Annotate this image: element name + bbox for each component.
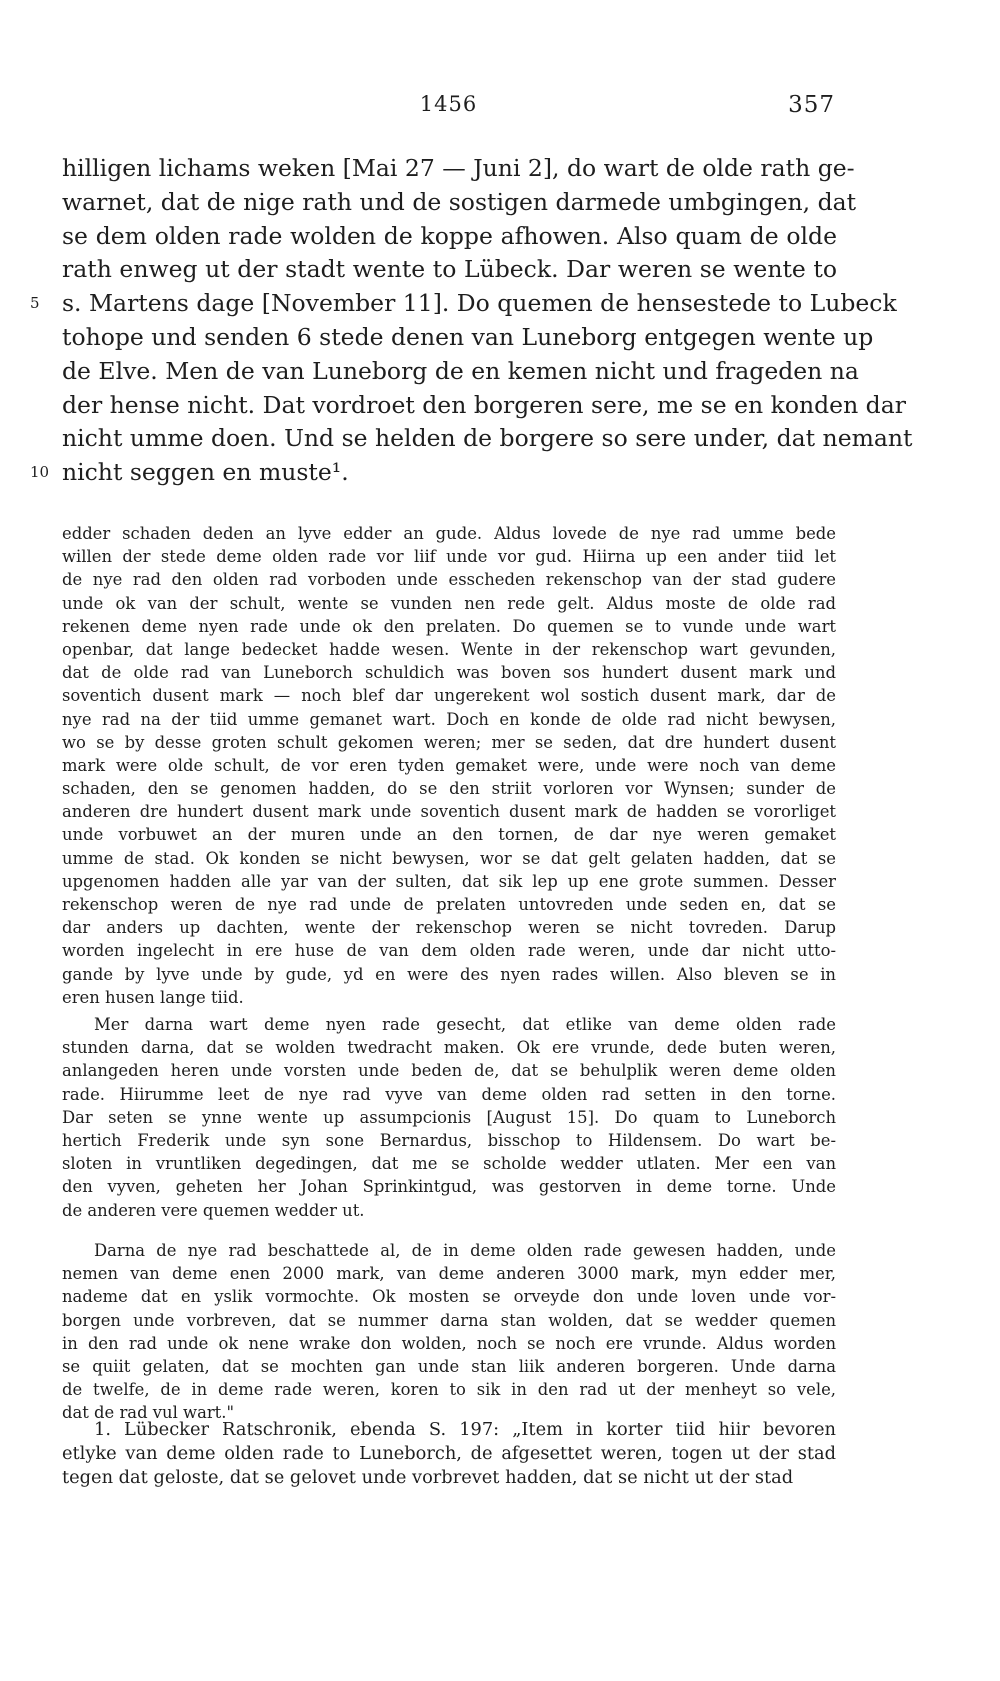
text-line [62, 220, 837, 254]
footnote-line: edder schaden deden an lyve edder an gude. Aldus lovede de nye rad umme bede [62, 524, 836, 543]
line-text: tohope und senden 6 stede denen van Luneborg entgegen wente up [62, 322, 874, 351]
line-number: 5 [30, 294, 40, 313]
footnote-continuation [62, 522, 836, 1009]
main-text [30, 152, 913, 490]
line-text: se dem olden rade wolden de koppe afhowen. Also quam de olde [62, 221, 837, 250]
footnote-line: borgen unde vorbreven, dat se nummer darna stan wolden, dat se wedder quemen [62, 1310, 836, 1330]
footnote-line: Darna de nye rad beschattede al, de in deme olden rade gewesen hadden, unde [94, 1241, 836, 1260]
footnote-line: anderen dre hundert dusent mark unde soventich dusent mark de hadden se vororliget [62, 802, 836, 822]
footnote-line: de nye rad den olden rad vorboden unde esscheden rekenschop van der stad gudere [62, 570, 836, 590]
footnote-line: den vyven, geheten her Johan Sprinkintgud, was gestorven in deme torne. Unde [62, 1177, 836, 1197]
footnote-line: dar anders up dachten, wente der rekenschop weren se nicht tovreden. Darup [62, 918, 836, 938]
footnote-line: hertich Frederik unde syn sone Bernardus, bisschop to Hildensem. Do wart be- [62, 1130, 836, 1150]
text-line [62, 152, 855, 186]
line-text: der hense nicht. Dat vordroet den borgeren sere, me se en konden dar [62, 390, 906, 419]
text-line [30, 456, 837, 490]
footnote-line: nye rad na der tiid umme gemanet wart. Doch en konde de olde rad nicht bewysen, [62, 709, 836, 729]
footnote-paragraph [62, 1239, 836, 1425]
footnote-line: worden ingelecht in ere huse de van dem olden rade weren, unde dar nicht utto- [62, 941, 836, 961]
line-text: rath enweg ut der stadt wente to Lübeck. Dar weren se wente to [62, 255, 837, 284]
footnote-line: rekenen deme nyen rade unde ok den prelaten. Do quemen se to vunde unde wart [62, 616, 836, 636]
footnote-line: unde vorbuwet an der muren unde an den tornen, de dar nye weren gemaket [62, 825, 836, 845]
footnote-line: willen der stede deme olden rade vor liif unde vor gud. Hiirna up een ander tiid let [62, 547, 836, 567]
footnote-line: stunden darna, dat se wolden twedracht maken. Ok ere vrunde, dede buten weren, [62, 1038, 836, 1058]
footnote-line: Dar seten se ynne wente up assumpcionis [August 15]. Do quam to Luneborch [62, 1107, 836, 1127]
line-number: 10 [30, 463, 50, 482]
footnote-line: etlyke van deme olden rade to Luneborch, de afgesettet weren, togen ut der stad [62, 1442, 836, 1464]
footnote-line: soventich dusent mark — noch blef dar ungerekent wol sostich dusent mark, dar de [62, 686, 836, 706]
footnote-line: rekenschop weren de nye rad unde de prelaten untovreden unde seden en, dat se [62, 895, 836, 914]
text-line [62, 355, 859, 389]
footnote-line: eren husen lange tiid. [62, 987, 244, 1007]
text-line [30, 287, 897, 321]
line-text: warnet, dat de nige rath und de sostigen darmede umbgingen, dat [62, 187, 857, 216]
footnote-line: umme de stad. Ok konden se nicht bewysen, wor se dat gelt gelaten hadden, dat se [62, 848, 836, 868]
footnote-line: dat de olde rad van Luneborch schuldich was boven sos hundert dusent mark und [62, 663, 836, 683]
footnote-line: nademe dat en yslik vormochte. Ok mosten se orveyde don unde loven unde vor- [62, 1287, 836, 1307]
text-line [62, 422, 913, 456]
footnote-line: gande by lyve unde by gude, yd en were des nyen rades willen. Also bleven se in [62, 964, 836, 984]
footnote-line: in den rad unde ok nene wrake don wolden, noch se noch ere vrunde. Aldus worden [62, 1333, 836, 1353]
line-text: de Elve. Men de van Luneborg de en kemen nicht und frageden na [62, 356, 859, 385]
footnote-line: anlangeden heren unde vorsten unde beden de, dat se behulplik weren deme olden [62, 1061, 836, 1081]
footnote-line: mark were olde schult, de vor eren tyden gemaket were, unde were noch van deme [62, 755, 836, 775]
footnote-paragraph [62, 1013, 836, 1222]
footnote-line: schaden, den se genomen hadden, do se den striit vorloren vor Wynsen; sunder de [62, 779, 836, 799]
line-text: hilligen lichams weken [Mai 27 — Juni 2], do wart de olde rath ge- [62, 154, 855, 182]
line-text: s. Martens dage [November 11]. Do quemen de hensestede to Lubeck [62, 289, 897, 318]
footnote-1 [62, 1418, 836, 1489]
footnote-line: nemen van deme enen 2000 mark, van deme anderen 3000 mark, myn edder mer, [62, 1264, 836, 1284]
footnote-line: unde ok van der schult, wente se vunden nen rede gelt. Aldus moste de olde rad [62, 593, 836, 613]
text-line [62, 389, 906, 423]
footnote-line: de twelfe, de in deme rade weren, koren to sik in den rad ut der menheyt so vele, [62, 1380, 836, 1400]
footnote-line: de anderen vere quemen wedder ut. [62, 1200, 365, 1220]
footnote-line: upgenomen hadden alle yar van der sulten, dat sik lep up ene grote summen. Desser [62, 871, 836, 891]
page-number: 357 [788, 92, 835, 118]
footnote-line: wo se by desse groten schult gekomen weren; mer se seden, dat dre hundert dusent [62, 732, 836, 752]
footnote-line: Mer darna wart deme nyen rade gesecht, dat etlike van deme olden rade [94, 1015, 836, 1034]
text-line [62, 253, 837, 287]
footnote-line: sloten in vruntliken degedingen, dat me se scholde wedder utlaten. Mer een van [62, 1154, 836, 1174]
footnote-line: dat de rad vul wart." [62, 1403, 235, 1423]
page-header [62, 92, 835, 124]
footnote-line: tegen dat geloste, dat se gelovet unde vorbrevet hadden, dat se nicht ut der stad [62, 1466, 794, 1488]
text-line [62, 321, 874, 355]
header-year: 1456 [419, 92, 478, 116]
footnote-line: se quiit gelaten, dat se mochten gan unde stan liik anderen borgeren. Unde darna [62, 1356, 836, 1376]
text-line [62, 186, 857, 220]
footnote-line: rade. Hiirumme leet de nye rad vyve van deme olden rad setten in den torne. [62, 1084, 836, 1104]
footnote-line: 1. Lübecker Ratschronik, ebenda S. 197: „Item in korter tiid hiir bevoren [94, 1419, 836, 1440]
line-text: nicht umme doen. Und se helden de borgere so sere under, dat nemant [62, 424, 913, 453]
line-text: nicht seggen en muste¹. [62, 458, 349, 487]
footnote-line: openbar, dat lange bedecket hadde wesen. Wente in der rekenschop wart gevunden, [62, 639, 836, 659]
